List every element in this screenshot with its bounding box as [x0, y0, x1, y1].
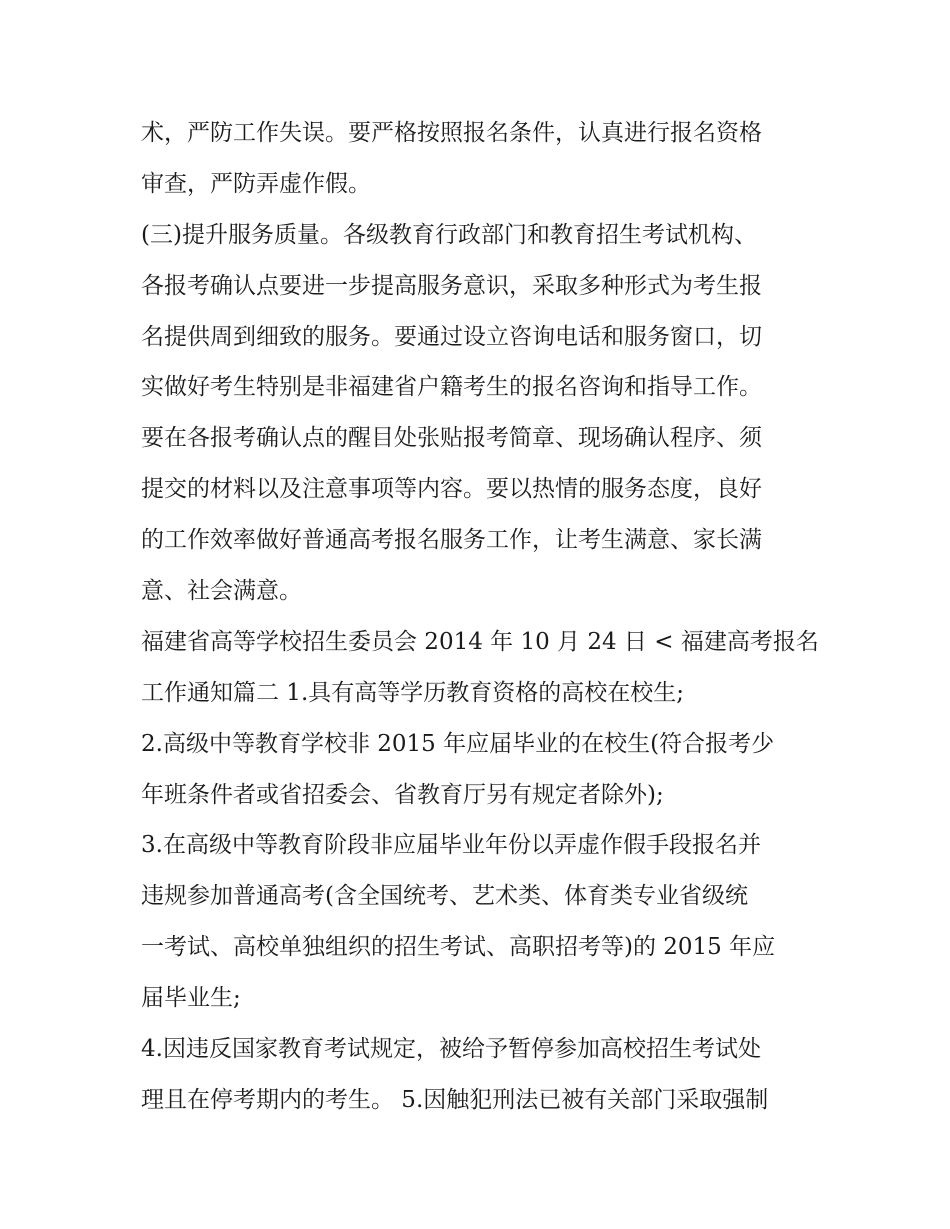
- text-line-1: 术，严防工作失误。要严格按照报名条件，认真进行报名资格: [141, 120, 762, 146]
- text-line-12: 工作通知篇二 1.具有高等学历教育资格的高校在校生;: [141, 679, 685, 706]
- text-line-4: 各报考确认点要进一步提高服务意识，采取多种形式为考生报: [141, 272, 762, 299]
- text-line-2: 审查，严防弄虚作假。: [141, 170, 371, 197]
- text-line-15: 3.在高级中等教育阶段非应届毕业年份以弄虚作假手段报名并: [141, 832, 761, 859]
- text-line-6: 实做好考生特别是非福建省户籍考生的报名咨询和指导工作。: [141, 374, 762, 401]
- text-line-13: 2.高级中等教育学校非 2015 年应届毕业的在校生(符合报考少: [141, 730, 775, 757]
- text-line-8: 提交的材料以及注意事项等内容。要以热情的服务态度，良好: [141, 476, 762, 503]
- text-line-7: 要在各报考确认点的醒目处张贴报考简章、现场确认程序、须: [141, 425, 762, 452]
- text-line-3: (三)提升服务质量。各级教育行政部门和教育招生考试机构、: [141, 221, 757, 248]
- text-line-17: 一考试、高校单独组织的招生考试、高职招考等)的 2015 年应: [141, 934, 776, 961]
- text-line-9: 的工作效率做好普通高考报名服务工作，让考生满意、家长满: [141, 527, 762, 554]
- text-line-5: 名提供周到细致的服务。要通过设立咨询电话和服务窗口，切: [141, 323, 762, 350]
- text-line-14: 年班条件者或省招委会、省教育厅另有规定者除外);: [141, 781, 664, 808]
- text-line-20: 理且在停考期内的考生。 5.因触犯刑法已被有关部门采取强制: [141, 1086, 769, 1113]
- text-line-11: 福建省高等学校招生委员会 2014 年 10 月 24 日 < 福建高考报名: [141, 628, 819, 655]
- text-line-10: 意、社会满意。: [141, 578, 302, 605]
- text-line-18: 届毕业生;: [141, 985, 241, 1012]
- text-line-19: 4.因违反国家教育考试规定，被给予暂停参加高校招生考试处: [141, 1036, 761, 1063]
- text-line-16: 违规参加普通高考(含全国统考、艺术类、体育类专业省级统: [141, 883, 748, 910]
- body-text: [141, 108, 821, 1126]
